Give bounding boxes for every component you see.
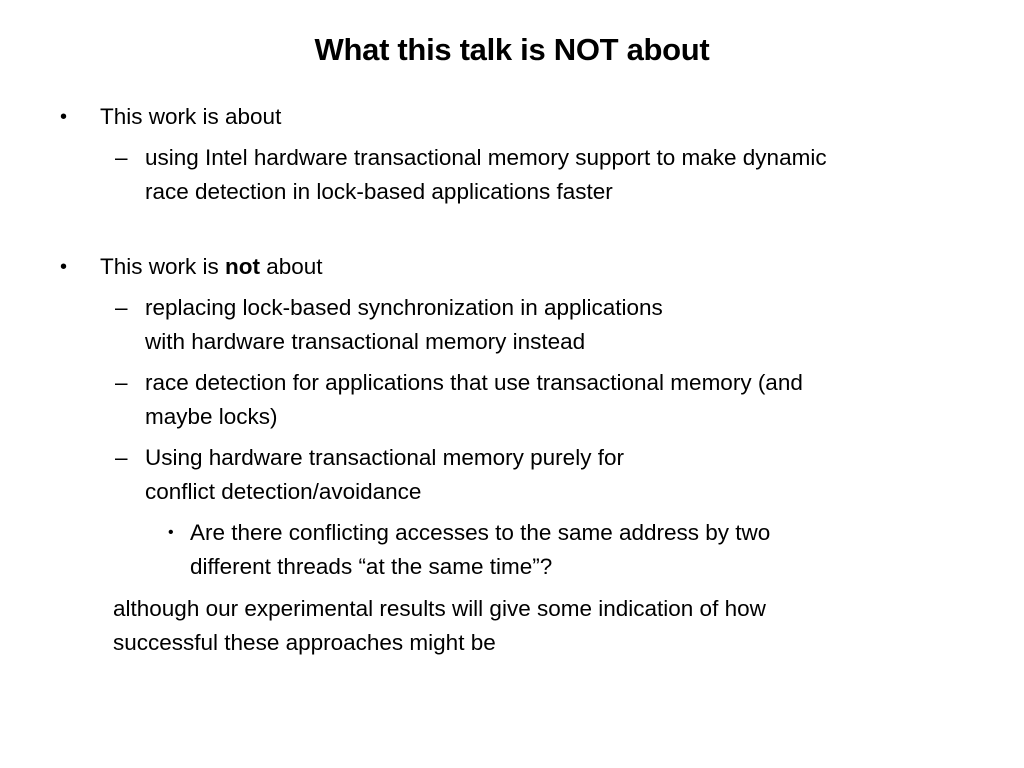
slide-title: What this talk is NOT about xyxy=(314,32,710,67)
bullet-text-emphasis: not xyxy=(225,254,260,279)
sub-bullet-intel-htm xyxy=(115,141,827,209)
sub-bullet-line: using Intel hardware transactional memory support to make dynamic xyxy=(145,145,827,170)
sub-bullet-line: maybe locks) xyxy=(145,404,278,429)
sub-bullet-line: race detection for applications that use transactional memory (and xyxy=(145,370,803,395)
bullet-icon: • xyxy=(60,106,68,128)
bullet-text: This work is about xyxy=(100,104,282,129)
sub-bullet-line: race detection in lock-based applications faster xyxy=(145,179,613,204)
sub-sub-bullet-line: Are there conflicting accesses to the same address by two xyxy=(190,520,771,545)
dash-icon: – xyxy=(115,145,128,170)
dash-icon: – xyxy=(115,370,128,395)
closing-line: successful these approaches might be xyxy=(113,630,496,655)
closing-paragraph xyxy=(113,592,766,660)
sub-bullet-replacing-locks xyxy=(115,291,663,359)
bullet-this-work-is-about xyxy=(60,100,282,134)
sub-bullet-conflict-detection xyxy=(115,441,624,509)
bullet-icon: • xyxy=(168,524,174,541)
sub-bullet-line: with hardware transactional memory instead xyxy=(145,329,586,354)
dash-icon: – xyxy=(115,445,128,470)
sub-sub-bullet-conflicting-accesses xyxy=(168,516,771,584)
sub-bullet-race-detection-tm xyxy=(115,366,803,434)
sub-bullet-line: conflict detection/avoidance xyxy=(145,479,422,504)
sub-bullet-line: Using hardware transactional memory purely for xyxy=(145,445,624,470)
sub-bullet-line: replacing lock-based synchronization in applications xyxy=(145,295,663,320)
bullet-text-suffix: about xyxy=(260,254,323,279)
bullet-icon: • xyxy=(60,256,68,278)
bullet-text-prefix: This work is xyxy=(100,254,226,279)
bullet-this-work-is-not-about xyxy=(60,250,323,284)
closing-line: although our experimental results will give some indication of how xyxy=(113,596,766,621)
sub-sub-bullet-line: different threads “at the same time”? xyxy=(190,554,553,579)
dash-icon: – xyxy=(115,295,128,320)
